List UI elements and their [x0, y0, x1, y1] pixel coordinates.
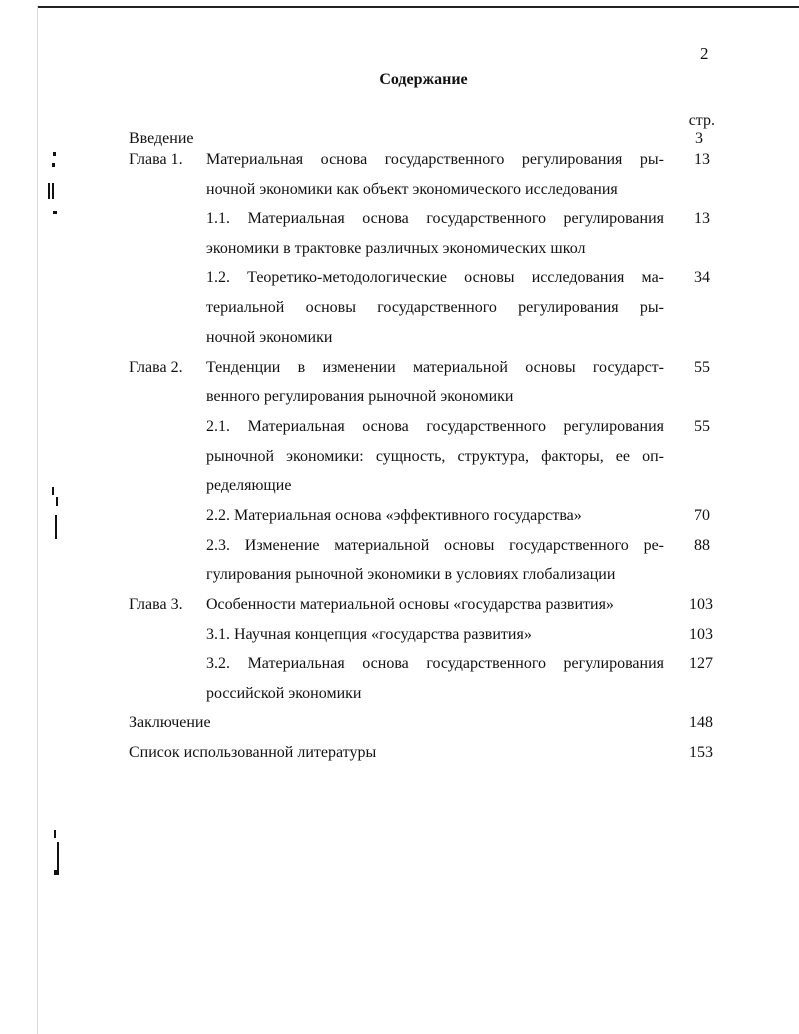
conclusion-label: Заключение	[129, 714, 211, 731]
section-page: 34	[694, 269, 710, 286]
section-title-line: 2.2. Материальная основа «эффективного государства»	[206, 507, 582, 524]
section-title-line: 3.2. Материальная основа государственного регулирования	[206, 655, 664, 672]
section-title-line: российской экономики	[206, 685, 362, 702]
section-title-line: ночной экономики	[206, 329, 333, 346]
page-number: 2	[700, 44, 709, 63]
section-title-line: экономики в трактовке различных экономических школ	[206, 240, 586, 257]
section-title-line: гулирования рыночной экономики в условиях глобализации	[206, 566, 616, 583]
chapter-title-line: ночной экономики как объект экономического исследования	[206, 181, 618, 198]
section-page: 13	[694, 210, 710, 227]
chapter-label: Глава 2.	[129, 359, 183, 376]
chapter-title-line: Тенденции в изменении материальной основы государст-	[206, 359, 664, 376]
page-column-label: стр.	[688, 112, 715, 129]
section-title-line: 1.1. Материальная основа государственного регулирования	[206, 210, 664, 227]
page-title: Содержание	[379, 71, 468, 88]
section-page: 88	[694, 537, 710, 554]
chapter-page: 103	[689, 596, 713, 613]
chapter-title-line: Особенности материальной основы «государства развития»	[206, 596, 614, 613]
section-title-line: ределяющие	[206, 477, 292, 494]
chapter-page: 55	[694, 359, 710, 376]
left-scan-edge	[37, 6, 38, 1034]
intro-page: 3	[695, 130, 703, 147]
section-page: 127	[689, 655, 713, 672]
top-border-line	[37, 6, 799, 8]
section-title-line: 2.1. Материальная основа государственного регулирования	[206, 418, 664, 435]
chapter-title-line: венного регулирования рыночной экономики	[206, 388, 514, 405]
section-page: 55	[694, 418, 710, 435]
section-page: 103	[689, 626, 713, 643]
intro-label: Введение	[129, 130, 194, 147]
conclusion-page: 148	[689, 714, 713, 731]
section-title-line: 2.3. Изменение материальной основы государственного ре-	[206, 537, 664, 554]
bibliography-label: Список использованной литературы	[129, 744, 377, 761]
chapter-title-line: Материальная основа государственного регулирования ры-	[206, 151, 664, 168]
section-page: 70	[694, 507, 710, 524]
section-title-line: 1.2. Теоретико-методологические основы исследования ма-	[206, 269, 664, 286]
chapter-page: 13	[694, 151, 710, 168]
section-title-line: териальной основы государственного регулирования ры-	[206, 299, 664, 316]
section-title-line: 3.1. Научная концепция «государства развития»	[206, 626, 532, 643]
chapter-label: Глава 3.	[129, 596, 183, 613]
chapter-label: Глава 1.	[129, 151, 183, 168]
section-title-line: рыночной экономики: сущность, структура, факторы, ее оп-	[206, 448, 664, 465]
bibliography-page: 153	[689, 744, 713, 761]
